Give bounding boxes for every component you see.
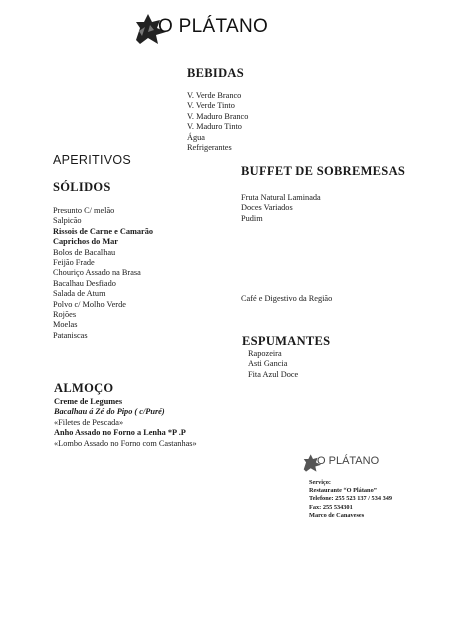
solidos-list: [53, 206, 153, 341]
contact-line: Telefone: 255 523 137 / 534 349: [309, 495, 393, 503]
list-item: V. Verde Tinto: [187, 101, 235, 111]
list-item: Refrigerantes: [187, 143, 232, 153]
list-item: V. Maduro Branco: [187, 111, 249, 121]
almoco-list: [54, 397, 197, 449]
list-item: Bolos de Bacalhau: [53, 247, 116, 257]
list-item: Água: [187, 132, 205, 142]
list-item: V. Verde Branco: [187, 91, 242, 100]
aperitivos-title: APERITIVOS: [53, 153, 132, 167]
list-item: Bacalhau á Zé do Pipo ( c/Puré): [54, 407, 165, 417]
list-item: «Filetes de Pescada»: [54, 417, 124, 427]
brand-name: O PLÁTANO: [158, 16, 269, 37]
list-item: Doces Variados: [241, 203, 293, 213]
list-item: Salada de Atum: [53, 289, 106, 299]
list-item: Fruta Natural Laminada: [241, 193, 321, 202]
almoco-title: ALMOÇO: [54, 381, 114, 395]
list-item: Pataniscas: [53, 330, 88, 340]
contact-line: Serviço:: [309, 479, 332, 486]
buffet-extra: Café e Digestivo da Região: [241, 294, 333, 303]
list-item: «Lombo Assado no Forno com Castanhas»: [54, 438, 197, 448]
list-item: Presunto C/ melão: [53, 206, 115, 215]
list-item: Fita Azul Doce: [248, 369, 299, 379]
list-item: Rapozeira: [248, 349, 282, 358]
list-item: Rojões: [53, 310, 77, 320]
contact-line: Fax: 255 534301: [309, 503, 353, 511]
list-item: Chouriço Assado na Brasa: [53, 268, 141, 278]
list-item: Bacalhau Desfiado: [53, 278, 116, 288]
footer-logo: [300, 452, 410, 476]
contact-line: Marco de Canaveses: [309, 511, 365, 519]
espumantes-list: [248, 349, 298, 380]
buffet-list: [241, 193, 321, 224]
list-item: Pudim: [241, 213, 263, 223]
list-item: Feijão Frade: [53, 258, 95, 268]
contact-line: Restaurante “O Plátano”: [309, 487, 377, 495]
bebidas-list: [187, 91, 248, 153]
list-item: V. Maduro Tinto: [187, 122, 242, 132]
list-item: Moelas: [53, 320, 78, 330]
footer-brand-name: O PLÁTANO: [317, 455, 380, 467]
solidos-title: SÓLIDOS: [53, 180, 111, 194]
list-item: Creme de Legumes: [54, 397, 123, 406]
contact-block: [309, 479, 392, 520]
list-item: Asti Gancia: [248, 359, 288, 369]
list-item: Salpicão: [53, 216, 82, 226]
list-item: Anho Assado no Forno a Lenha *P .P: [54, 428, 186, 438]
bebidas-title: BEBIDAS: [187, 66, 244, 80]
header-logo: [130, 10, 290, 48]
espumantes-title: ESPUMANTES: [242, 334, 331, 348]
list-item: Caprichos do Mar: [53, 237, 118, 247]
list-item: Polvo c/ Molho Verde: [53, 299, 126, 309]
list-item: Rissois de Carne e Camarão: [53, 226, 154, 236]
buffet-title: BUFFET DE SOBREMESAS: [241, 164, 406, 178]
